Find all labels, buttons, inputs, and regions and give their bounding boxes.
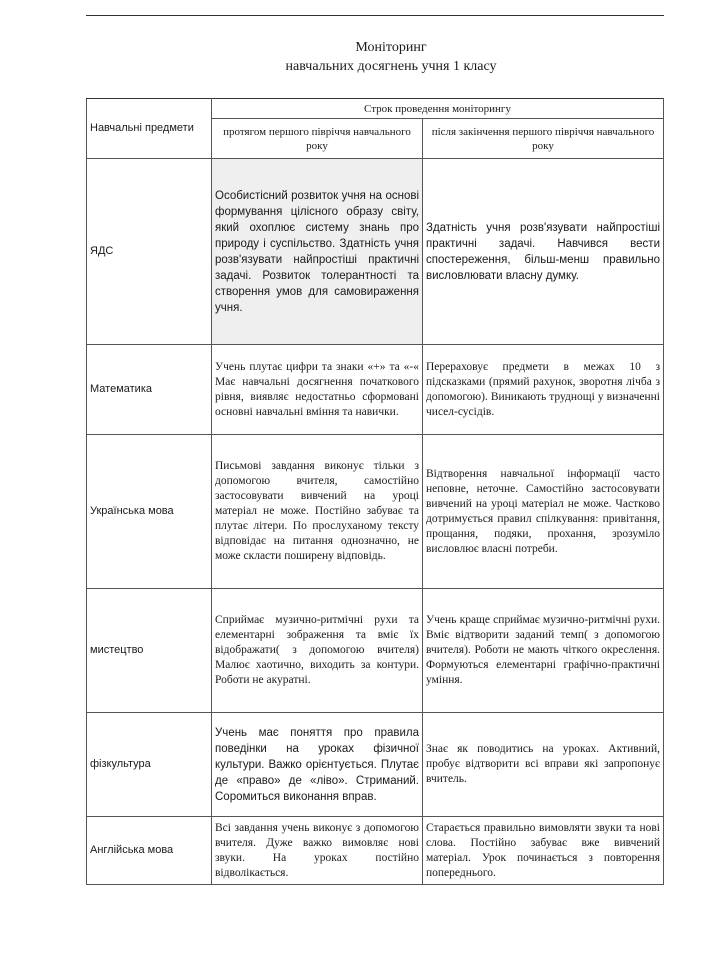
- header-subjects: Навчальні предмети: [87, 99, 212, 159]
- subject-cell: ЯДС: [87, 159, 212, 345]
- subject-cell: мистецтво: [87, 589, 212, 713]
- table-row: [87, 345, 664, 435]
- table-row: [87, 159, 664, 345]
- first-half-cell: Письмові завдання виконує тільки з допомогою вчителя, самостійно застосовувати вивчений на уроці матеріал не може. Постійно забуває та плутає літери. По прослуханому тексту відповідає на питання однозначно, не може скласти поширену відповідь.: [212, 435, 423, 589]
- title-line-1: Моніторинг: [355, 40, 427, 55]
- subject-cell: Українська мова: [87, 435, 212, 589]
- first-half-cell: Всі завдання учень виконує з допомогою вчителя. Дуже важко вимовляє нові звуки. На уроках постійно відволікається.: [212, 817, 423, 885]
- first-half-cell: Особистісний розвиток учня на основі формування цілісного образу світу, який охоплює систему знань про природу і суспільство. Здатність учня розв'язувати найпростіші практичні задачі. Розвиток толерантності та створення умов для самовираження учня.: [212, 159, 423, 345]
- table-row: [87, 589, 664, 713]
- after-first-half-cell: Здатність учня розв'язувати найпростіші практичні задачі. Навчився вести спостереження, більш-менш правильно висловлювати власну думку.: [423, 159, 664, 345]
- table-row: [87, 713, 664, 817]
- subject-cell: фізкультура: [87, 713, 212, 817]
- header-first-half: протягом першого півріччя навчального року: [212, 119, 423, 159]
- table-row: [87, 817, 664, 885]
- title-line-2: навчальних досягнень учня 1 класу: [285, 59, 497, 74]
- subject-cell: Математика: [87, 345, 212, 435]
- header-period-group: Строк проведення моніторингу: [212, 99, 664, 119]
- first-half-cell: Сприймає музично-ритмічні рухи та елементарні зображення та вміє їх відображати( з допомогою вчителя) Малює хаотично, виходить за контури. Роботи не акуратні.: [212, 589, 423, 713]
- monitoring-table: [86, 98, 664, 885]
- subject-cell: Англійська мова: [87, 817, 212, 885]
- after-first-half-cell: Перераховує предмети в межах 10 з підсказками (прямий рахунок, зворотня лічба з допомогою). Виникають труднощі у визначенні чисел-сусідів.: [423, 345, 664, 435]
- first-half-cell: Учень плутає цифри та знаки «+» та «-« Має навчальні досягнення початкового рівня, виявляє недостатньо сформовані основні навчальні вміння та навички.: [212, 345, 423, 435]
- header-row-1: [87, 99, 664, 119]
- document-title: [86, 38, 696, 76]
- table-row: [87, 435, 664, 589]
- first-half-cell: Учень має поняття про правила поведінки на уроках фізичної культури. Важко орієнтується. Плутає де «право» де «ліво». Стриманий. Соромиться виконання вправ.: [212, 713, 423, 817]
- top-rule: [86, 15, 664, 16]
- after-first-half-cell: Учень краще сприймає музично-ритмічні рухи. Вміє відтворити заданий темп( з допомогою вчителя). Роботи не мають чіткого окреслення. Формуються елементарні графічно-практичні уміння.: [423, 589, 664, 713]
- header-after-first-half: після закінчення першого півріччя навчального року: [423, 119, 664, 159]
- after-first-half-cell: Старається правильно вимовляти звуки та нові слова. Постійно забуває вже вивчений матеріал. Урок починається з повторення попереднього.: [423, 817, 664, 885]
- after-first-half-cell: Відтворення навчальної інформації часто неповне, неточне. Самостійно застосовувати вивчений на уроці матеріал не може. Частково дотримується правил спілкування: привітання, прощання, подяки, прохання, зрозуміло висловлює власні потреби.: [423, 435, 664, 589]
- after-first-half-cell: Знає як поводитись на уроках. Активний, пробує відтворити всі вправи які запропонує вчитель.: [423, 713, 664, 817]
